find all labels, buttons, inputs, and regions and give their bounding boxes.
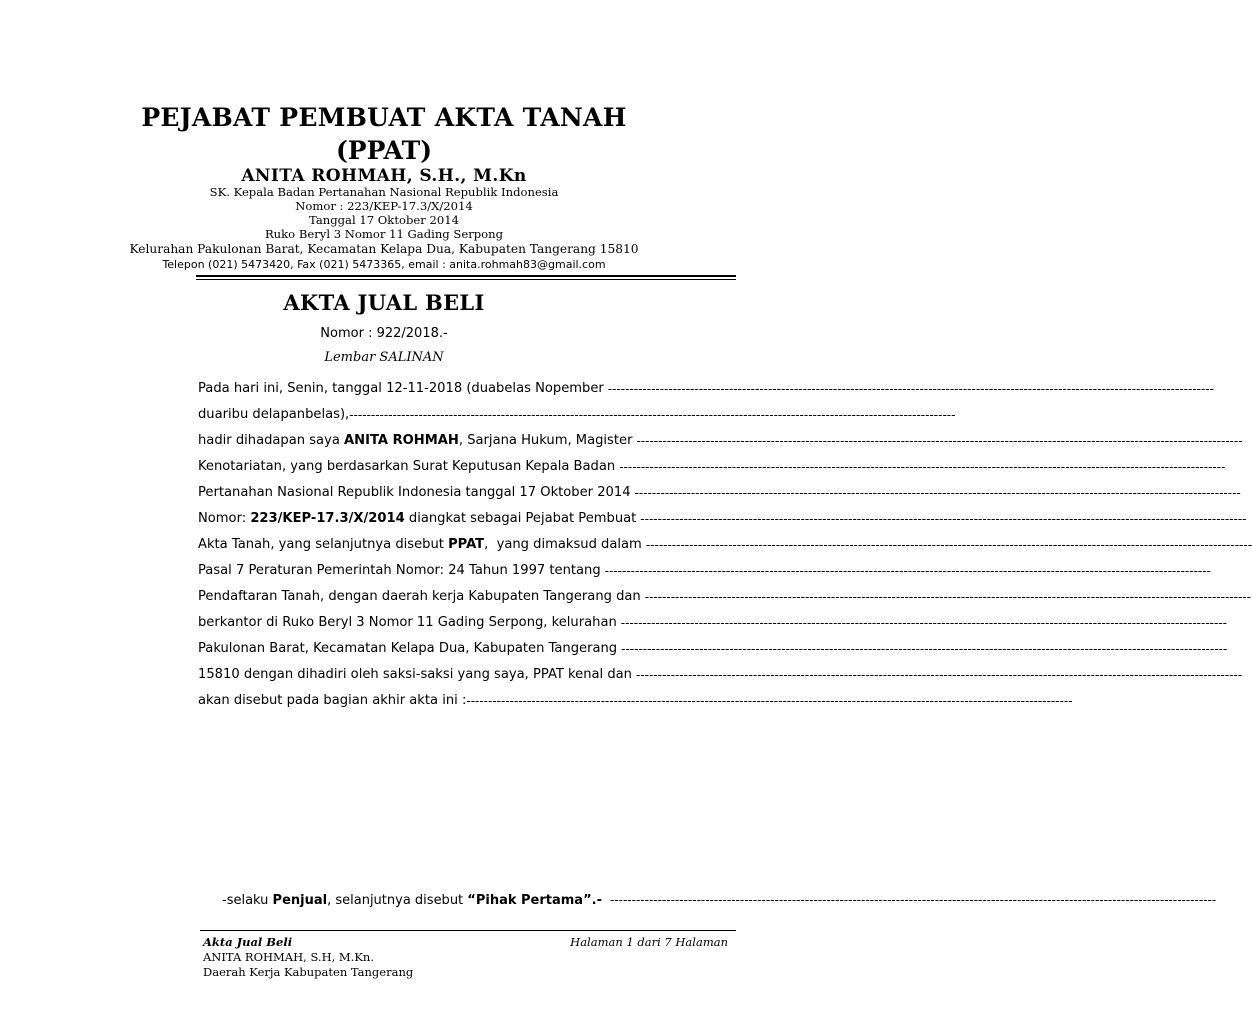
dash-filler: --------------------------------------------------------------------------------------------------------------------------------------------: [604, 564, 1211, 578]
dash-filler: --------------------------------------------------------------------------------------------------------------------------------------------: [634, 486, 1241, 500]
footer-left: [203, 935, 413, 980]
address-line1: Ruko Beryl 3 Nomor 11 Gading Serpong: [264, 227, 504, 241]
body-fragment: hadir dihadapan saya: [198, 433, 345, 448]
body-line: [198, 402, 956, 428]
body-line-text: akan disebut pada bagian akhir akta ini :: [198, 693, 467, 708]
seller-line: [222, 893, 1217, 908]
dash-filler: --------------------------------------------------------------------------------------------------------------------------------------------: [609, 893, 1217, 907]
body-fragment: , Sarjana Hukum, Magister: [458, 433, 633, 448]
seller-party: “Pihak Pertama”.-: [467, 893, 602, 908]
body-emphasis: 223/KEP-17.3/X/2014: [250, 511, 405, 526]
body-line: [198, 480, 1241, 506]
header-title: PEJABAT PEMBUAT AKTA TANAH: [141, 103, 627, 132]
body-line-text: [198, 532, 642, 558]
body-line-text: 15810 dengan dihadiri oleh saksi-saksi yang saya, PPAT kenal dan: [198, 667, 632, 682]
body-line: [198, 532, 1252, 558]
body-line: [198, 636, 1228, 662]
seller-role: Penjual: [272, 893, 328, 908]
dash-filler: --------------------------------------------------------------------------------------------------------------------------------------------: [349, 408, 956, 422]
footer-area: Daerah Kerja Kabupaten Tangerang: [203, 965, 414, 979]
dash-filler: --------------------------------------------------------------------------------------------------------------------------------------------: [620, 616, 1227, 630]
dash-filler: --------------------------------------------------------------------------------------------------------------------------------------------: [640, 512, 1247, 526]
sk-line: SK. Kepala Badan Pertanahan Nasional Republik Indonesia: [209, 185, 559, 199]
seller-middle: , selanjutnya disebut: [327, 893, 468, 908]
dash-filler: --------------------------------------------------------------------------------------------------------------------------------------------: [644, 590, 1251, 604]
dash-filler: --------------------------------------------------------------------------------------------------------------------------------------------: [619, 460, 1226, 474]
body-emphasis: PPAT: [448, 537, 485, 552]
footer-name: ANITA ROHMAH, S.H, M.Kn.: [203, 950, 374, 964]
seller-prefix: -selaku: [222, 893, 273, 908]
footer-divider: [200, 930, 736, 931]
sk-date: Tanggal 17 Oktober 2014: [309, 213, 459, 227]
dash-filler: --------------------------------------------------------------------------------------------------------------------------------------------: [466, 694, 1073, 708]
address-line2: Kelurahan Pakulonan Barat, Kecamatan Kelapa Dua, Kabupaten Tangerang 15810: [129, 242, 639, 256]
body-fragment: Nomor:: [198, 511, 251, 526]
dash-filler: --------------------------------------------------------------------------------------------------------------------------------------------: [645, 538, 1252, 552]
body-emphasis: ANITA ROHMAH: [344, 433, 459, 448]
body-line: [198, 610, 1227, 636]
body-fragment: , yang dimaksud dalam: [484, 537, 642, 552]
document-number: Nomor : 922/2018.-: [320, 326, 448, 341]
body-line: [198, 558, 1211, 584]
body-line: [198, 376, 1214, 402]
header-divider-thin: [196, 279, 736, 280]
body-fragment: diangkat sebagai Pejabat Pembuat: [404, 511, 637, 526]
body-line-text: Pada hari ini, Senin, tanggal 12-11-2018 (duabelas Nopember: [198, 381, 604, 396]
page-indicator: Halaman 1 dari 7 Halaman: [570, 935, 728, 949]
header-divider-thick: [196, 275, 736, 277]
body-line-text: duaribu delapanbelas),: [198, 407, 350, 422]
document-title: AKTA JUAL BELI: [283, 290, 485, 315]
body-line: [198, 662, 1243, 688]
body-line-text: [198, 428, 632, 454]
sk-number: Nomor : 223/KEP-17.3/X/2014: [295, 199, 473, 213]
body-line: [198, 428, 1243, 454]
body-fragment: Akta Tanah, yang selanjutnya disebut: [198, 537, 449, 552]
body-line-text: Pasal 7 Peraturan Pemerintah Nomor: 24 Tahun 1997 tentang: [198, 563, 601, 578]
dash-filler: --------------------------------------------------------------------------------------------------------------------------------------------: [607, 382, 1214, 396]
body-line-text: berkantor di Ruko Beryl 3 Nomor 11 Gading Serpong, kelurahan: [198, 615, 617, 630]
dash-filler: --------------------------------------------------------------------------------------------------------------------------------------------: [636, 434, 1243, 448]
dash-filler: --------------------------------------------------------------------------------------------------------------------------------------------: [621, 642, 1228, 656]
dash-filler: --------------------------------------------------------------------------------------------------------------------------------------------: [635, 668, 1243, 682]
body-line-text: [198, 506, 636, 532]
body-line: [198, 506, 1247, 532]
body-line: [198, 584, 1251, 610]
body-line-text: Pendaftaran Tanah, dengan daerah kerja Kabupaten Tangerang dan: [198, 589, 641, 604]
body-line-text: Pakulonan Barat, Kecamatan Kelapa Dua, Kabupaten Tangerang: [198, 641, 618, 656]
body-line-text: Kenotariatan, yang berdasarkan Surat Keputusan Kepala Badan: [198, 459, 616, 474]
body-line-text: Pertanahan Nasional Republik Indonesia tanggal 17 Oktober 2014: [198, 485, 631, 500]
contact-line: Telepon (021) 5473420, Fax (021) 5473365, email : anita.rohmah83@gmail.com: [162, 258, 606, 271]
sheet-label: Lembar SALINAN: [324, 350, 444, 365]
body-line: [198, 688, 1073, 714]
header-abbrev: (PPAT): [335, 136, 433, 165]
deed-body: [198, 376, 1252, 714]
official-name: ANITA ROHMAH, S.H., M.Kn: [241, 166, 527, 186]
footer-doc-title: Akta Jual Beli: [203, 935, 293, 949]
body-line: [198, 454, 1226, 480]
